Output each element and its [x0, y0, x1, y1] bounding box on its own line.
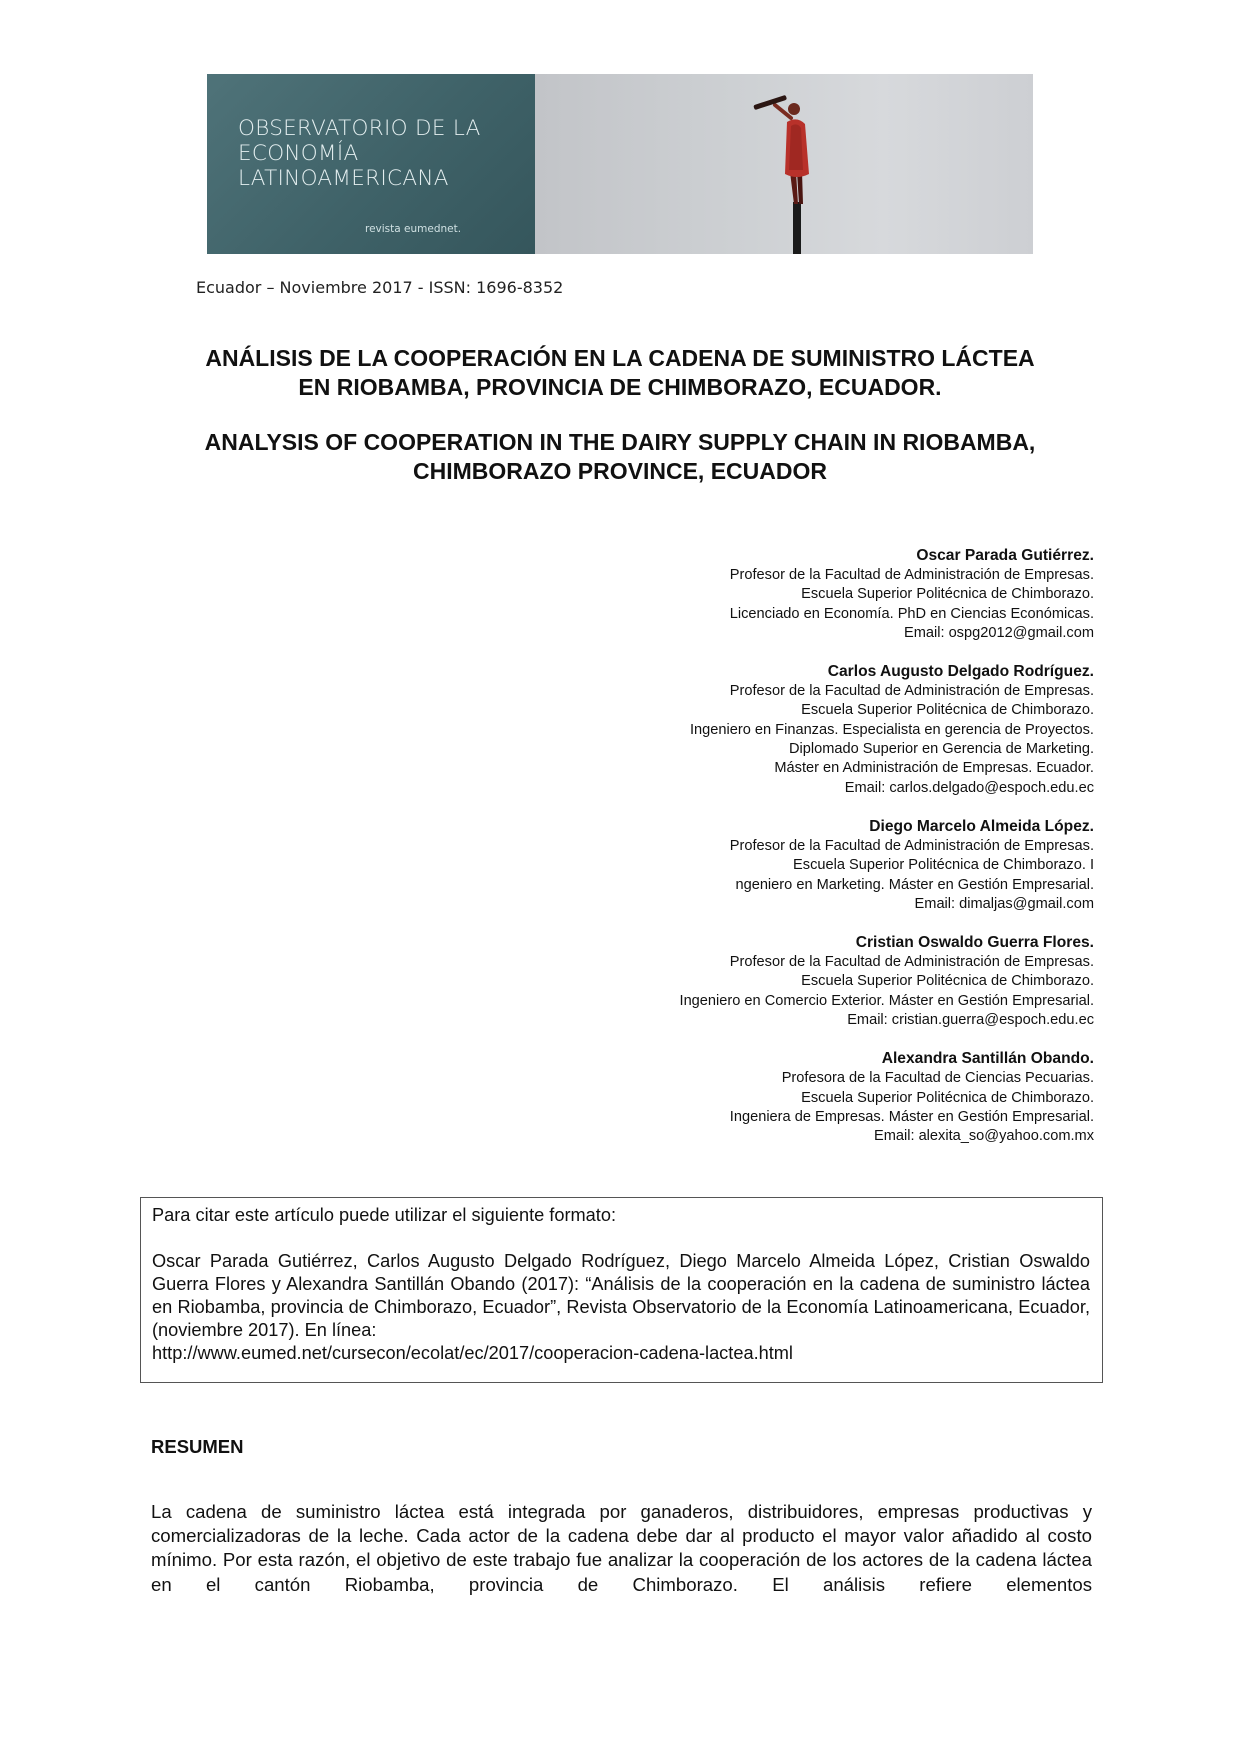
- issue-info: Ecuador – Noviembre 2017 - ISSN: 1696-8352: [196, 278, 564, 297]
- author-list: [394, 546, 1094, 1166]
- title-spanish: [140, 344, 1100, 402]
- author-affiliation: Escuela Superior Politécnica de Chimborazo.: [801, 702, 1094, 719]
- author-name: Carlos Augusto Delgado Rodríguez.: [827, 663, 1094, 681]
- telescope-figure-icon: [535, 74, 1033, 254]
- citation-box: [140, 1197, 1103, 1383]
- author-degree: ngeniero en Marketing. Máster en Gestión Empresarial.: [735, 876, 1094, 893]
- journal-name-line: OBSERVATORIO DE LA: [238, 116, 481, 141]
- citation-text: Oscar Parada Gutiérrez, Carlos Augusto Delgado Rodríguez, Diego Marcelo Almeida López, Cristian Oswaldo Guerra Flores y Alexandra Santillán Obando (2017): “Análisis de la cooperación en la cadena de suministro láctea en Riobamba, provincia de Chimborazo, Ecuador”, Revista Observatorio de la Economía Latinoamericana, Ecuador, (noviembre 2017). En línea:: [152, 1251, 1090, 1340]
- author-degree: Licenciado en Economía. PhD en Ciencias Económicas.: [729, 605, 1094, 622]
- author-degree: Ingeniera de Empresas. Máster en Gestión Empresarial.: [729, 1108, 1094, 1125]
- abstract-heading: RESUMEN: [151, 1436, 244, 1457]
- author-affiliation: Escuela Superior Politécnica de Chimborazo. I: [793, 857, 1094, 874]
- title-english-line: CHIMBORAZO PROVINCE, ECUADOR: [412, 458, 827, 484]
- author-email: Email: cristian.guerra@espoch.edu.ec: [847, 1012, 1094, 1029]
- author-affiliation: Escuela Superior Politécnica de Chimborazo.: [801, 1089, 1094, 1106]
- author-block: [394, 546, 1094, 643]
- author-name: Oscar Parada Gutiérrez.: [916, 547, 1094, 564]
- citation-intro: Para citar este artículo puede utilizar el siguiente formato:: [152, 1205, 617, 1225]
- author-name: Cristian Oswaldo Guerra Flores.: [855, 934, 1094, 952]
- journal-name-line: ECONOMÍA: [238, 141, 359, 166]
- title-spanish-line: ANÁLISIS DE LA COOPERACIÓN EN LA CADENA DE SUMINISTRO LÁCTEA: [205, 345, 1035, 371]
- title-english: [140, 428, 1100, 486]
- title-english-line: ANALYSIS OF COOPERATION IN THE DAIRY SUPPLY CHAIN IN RIOBAMBA,: [204, 429, 1036, 455]
- author-degree: Ingeniero en Comercio Exterior. Máster en Gestión Empresarial.: [679, 992, 1094, 1009]
- author-email: Email: alexita_so@yahoo.com.mx: [873, 1128, 1094, 1145]
- author-degree: Diplomado Superior en Gerencia de Marketing.: [788, 741, 1094, 758]
- banner-title-panel: [207, 74, 535, 254]
- author-block: [394, 933, 1094, 1030]
- author-affiliation: Profesor de la Facultad de Administración de Empresas.: [729, 567, 1094, 583]
- banner-photo: [535, 74, 1033, 254]
- author-affiliation: Escuela Superior Politécnica de Chimborazo.: [801, 973, 1094, 990]
- author-affiliation: Profesor de la Facultad de Administración de Empresas.: [729, 683, 1094, 700]
- author-affiliation: Profesora de la Facultad de Ciencias Pecuarias.: [781, 1070, 1094, 1087]
- journal-subtitle: revista eumednet.: [365, 223, 462, 235]
- journal-name-line: LATINOAMERICANA: [238, 166, 449, 191]
- author-affiliation: Escuela Superior Politécnica de Chimborazo.: [801, 586, 1094, 603]
- author-name: Diego Marcelo Almeida López.: [869, 817, 1094, 835]
- author-degree: Ingeniero en Finanzas. Especialista en gerencia de Proyectos.: [689, 721, 1094, 738]
- journal-banner: [207, 74, 1033, 254]
- author-email: Email: ospg2012@gmail.com: [903, 624, 1094, 641]
- author-name: Alexandra Santillán Obando.: [881, 1050, 1094, 1068]
- title-spanish-line: EN RIOBAMBA, PROVINCIA DE CHIMBORAZO, ECUADOR.: [298, 374, 942, 400]
- abstract-body: La cadena de suministro láctea está integrada por ganaderos, distribuidores, empresas productivas y comercializadoras de la leche. Cada actor de la cadena debe dar al producto el mayor valor añadido al costo mínimo. Por esta razón, el objetivo de este trabajo fue analizar la cooperación de los actores de la cadena láctea en el cantón Riobamba, provincia de Chimborazo. El análisis refiere elementos: [151, 1501, 1092, 1595]
- author-affiliation: Profesor de la Facultad de Administración de Empresas.: [729, 954, 1094, 971]
- citation-url-link[interactable]: http://www.eumed.net/cursecon/ecolat/ec/2017/cooperacion-cadena-lactea.html: [152, 1343, 793, 1363]
- author-block: [394, 662, 1094, 798]
- author-degree: Máster en Administración de Empresas. Ecuador.: [774, 760, 1094, 777]
- author-block: [394, 817, 1094, 914]
- author-email: Email: dimaljas@gmail.com: [914, 895, 1094, 912]
- journal-name: [238, 116, 481, 191]
- author-affiliation: Profesor de la Facultad de Administración de Empresas.: [729, 837, 1094, 854]
- author-email: Email: carlos.delgado@espoch.edu.ec: [844, 779, 1094, 796]
- author-block: [394, 1049, 1094, 1146]
